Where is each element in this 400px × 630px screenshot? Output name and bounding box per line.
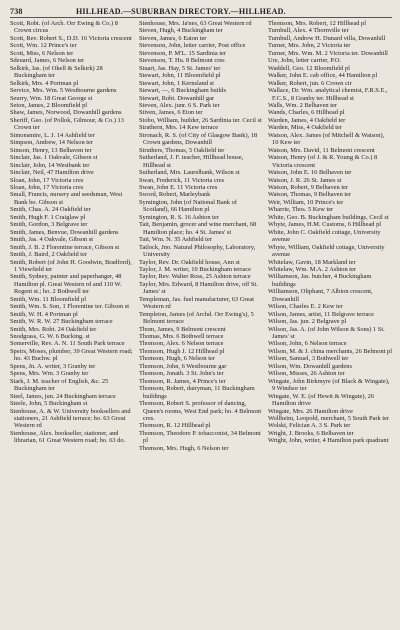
directory-entry: Scott, Wm. 12 Prince's ter bbox=[10, 42, 77, 50]
directory-entry: Thomson, R. James, 4 Prince's ter bbox=[139, 377, 226, 385]
header-rule bbox=[10, 17, 392, 18]
directory-entry: Stewart, —, 6 Buckingham builds bbox=[139, 87, 226, 95]
directory-entry: Tait, Benjamin, grocer and wine merchant, 68 Hamilton place; ho. 4 St. James' st bbox=[139, 221, 257, 236]
directory-entry: Sloan, John, 17 Victoria cres bbox=[10, 183, 84, 191]
directory-entry: Seton, James, 2 Bloomfield pl bbox=[10, 101, 88, 109]
directory-entry: Turnbull, Alex. 4 Thornville ter bbox=[268, 27, 349, 35]
directory-entry: Symington, John (of National Bank of Scotland), 66 Hamilton pl bbox=[139, 198, 237, 214]
directory-entry: Strathern, Mrs. 14 Kew terrace bbox=[139, 124, 219, 132]
directory-entry: Thomson, John, 6 Westbourne gar bbox=[139, 362, 227, 370]
directory-entry: Wright, J. Brooks, 6 Belhaven ter bbox=[268, 429, 354, 437]
directory-entry: Sword, Robert, Marleybank bbox=[139, 191, 211, 199]
directory-entry: Simson, Henry, 13 Belhaven ter bbox=[10, 146, 92, 154]
directory-entry: Ure, John, letter carrier, P.O. bbox=[268, 57, 342, 65]
directory-entry: Steven, Hugh, 4 Buckingham ter bbox=[139, 27, 223, 35]
page-number: 738 bbox=[10, 7, 23, 16]
directory-entry: Smith, J. Baird, 2 Oakfield ter bbox=[10, 251, 88, 259]
directory-entry: Taylor, Rev. Dr. Oakfield house, Ann st bbox=[139, 258, 240, 266]
directory-entry: Wilson, Misses, 26 Ashton ter bbox=[268, 370, 345, 378]
directory-entry: Tait, Wm. N. 35 Ashfield ter bbox=[139, 236, 212, 244]
directory-entry: Watson, Henry (of J. & R. Young & Co.) 8 Victoria crescent bbox=[268, 154, 378, 169]
directory-entry: Wingate, John Birkmyre (of Black & Wingate), 9 Windsor ter bbox=[268, 377, 390, 393]
directory-entry: Watson, J. R. 26 St. James st bbox=[268, 176, 342, 184]
directory-entry: Smith, James, Benvue, Dowanhill gardens bbox=[10, 228, 119, 236]
running-title-left: HILLHEAD. bbox=[76, 7, 123, 16]
running-title-area: HILLHEAD. bbox=[238, 7, 286, 16]
directory-entry: Somerville, Rev. A. N. 11 South Park terrace bbox=[10, 340, 125, 348]
directory-entry: Walker, Robert, jun. 6 Crown cir bbox=[268, 79, 352, 87]
directory-entry: White, John C. Oakfield cottage, University avenue bbox=[268, 228, 381, 244]
directory-entry: Thomson, R. 12 Hillhead pl bbox=[139, 422, 211, 430]
directory-entry: Thomson, Theodore P. tobacconist, 34 Belmont pl bbox=[139, 429, 261, 445]
running-title-center: —SUBURBAN DIRECTORY.— bbox=[122, 7, 239, 16]
directory-entry: Thomas, Mrs. 6 Bothwell terrace bbox=[139, 333, 224, 341]
directory-entry: Smith, Gordon, 3 Belgrave ter bbox=[10, 221, 88, 229]
directory-entry: Thomson, Robert, dairyman, 11 Buckingham buildings bbox=[139, 385, 255, 400]
directory-entry: Watson, Thomas, 9 Belhaven ter bbox=[268, 191, 352, 199]
directory-entry: Sinclair, Neil, 47 Hamilton drive bbox=[10, 169, 94, 177]
directory-entry: Swan, Frederick, 11 Victoria cres bbox=[139, 176, 225, 184]
directory-entry: Smith, Robert (of John H. Goodwin, Bradford), 1 Viewfield ter bbox=[10, 258, 132, 273]
directory-entry: Wilson, Charles E. 2 Kew ter bbox=[268, 303, 343, 311]
directory-entry: Spens, Mrs. Wm. 3 Granby ter bbox=[10, 370, 89, 378]
directory-entry: Wands, Charles, 6 Hillhead pl bbox=[268, 109, 345, 117]
directory-entry: Turner, Mrs. Wm. M. 2 Victoria ter. Dowanhill bbox=[268, 49, 388, 57]
directory-entry: Stevenson, T. Hu. 8 Belmont cres bbox=[139, 57, 225, 65]
directory-column-2 bbox=[139, 20, 263, 452]
directory-entry: Stobo, William, builder, 26 Sardinia ter. Cecil st bbox=[139, 116, 262, 124]
directory-entry: Wilson, M. & J. china merchants, 26 Belmont pl bbox=[268, 347, 392, 355]
directory-entry: Symington, R. S. 16 Ashton ter bbox=[139, 213, 219, 221]
directory-entry: Stuart, Jas. Hay, 5 St. James' ter bbox=[139, 64, 221, 72]
directory-entry: Steel, James, jun. 24 Buckingham terrace bbox=[10, 392, 116, 400]
directory-entry: Steven, Alex. junr. 6 S. Park ter bbox=[139, 101, 220, 109]
directory-entry: Smith, J. B. 2 Florentine terrace, Gibson st bbox=[10, 243, 120, 251]
directory-entry: Williamson, Jas. butcher, 4 Buckingham buildings bbox=[268, 273, 372, 288]
directory-entry: Stark, J. M. teacher of English, &c. 25 Buckingham ter bbox=[10, 377, 109, 393]
directory-entry: Thomson, Mrs. Robert, 12 Hillhead pl bbox=[268, 20, 366, 27]
directory-entry: Simpson, Andrew, 14 Nelson ter bbox=[10, 139, 94, 147]
directory-entry: Whitelaw, Gavin, 18 Markland ter bbox=[268, 258, 356, 266]
directory-entry: Whyte, William, Oakfield cottage, University avenue bbox=[268, 243, 385, 259]
directory-entry: Tatlock, Jno. Natural Philosophy, Laboratory, University bbox=[139, 243, 256, 259]
directory-entry: Smith, Chas. A. 24 Oakfield ter bbox=[10, 206, 91, 214]
directory-entry: Sheriff, Geo. (of Pollok, Gilmour, & Co.) 13 Crown ter bbox=[10, 116, 124, 132]
directory-entry: Sutherland, Mrs. Laurelbank, Wilson st bbox=[139, 169, 240, 177]
directory-column-3 bbox=[268, 20, 392, 445]
directory-entry: Shaw, James, Norwood, Dowanhill gardens bbox=[10, 109, 122, 117]
directory-entry: Stewart, John, 11 Bloomfield pl bbox=[139, 72, 221, 80]
directory-entry: Stiven, James, 6 Eton ter bbox=[139, 109, 203, 117]
directory-entry: White, Geo. B. Buckingham buildings, Cecil st bbox=[268, 213, 389, 221]
directory-entry: Scott, Robt. (of Arch. Orr Ewing & Co.) 8 Crown circus bbox=[10, 20, 118, 35]
directory-entry: Thomson, Hugh, 6 Nelson ter bbox=[139, 355, 215, 363]
directory-entry: Templeton, James (of Archd. Orr Ewing's), 5 Belmont terrace bbox=[139, 310, 254, 326]
directory-entry: Warden, James, 4 Oakfield ter bbox=[268, 116, 346, 124]
directory-entry: Stevenson, John, letter carrier, Post office bbox=[139, 42, 246, 50]
directory-entry: Thomson, Mrs. Hugh, 6 Nelson ter bbox=[139, 444, 229, 452]
directory-entry: Wharrie, Thos. 5 Kew ter bbox=[268, 206, 334, 214]
running-title bbox=[76, 7, 286, 16]
directory-entry: Taylor, J. M. writer, 10 Buckingham terrace bbox=[139, 265, 251, 273]
directory-entry: Taylor, Rev. Walter Ross, 25 Ashton terrace bbox=[139, 273, 251, 281]
directory-entry: Thom, James, 9 Belmont crescent bbox=[139, 325, 226, 333]
directory-entry: Wilson, Jas. A. (of John Wilson & Sons) 1 St. James' st bbox=[268, 325, 385, 341]
directory-entry: Wingate, W. E. (of Hewit & Wingate), 26 Hamilton drive bbox=[268, 392, 375, 408]
directory-entry: Whitelaw, Wm. M.A. 2 Ashton ter bbox=[268, 265, 357, 273]
directory-entry: Whyte, James, H.M. Customs, 6 Hillhead pl bbox=[268, 221, 382, 229]
directory-entry: Smith, W. H. 4 Portman pl bbox=[10, 310, 78, 318]
directory-entry: Sdeuard, James, 6 Nelson ter bbox=[10, 57, 85, 65]
directory-entry: Wingate, Mrs. 26 Hamilton drive bbox=[268, 407, 353, 415]
directory-entry: Turnbull, Andrew H. Dunard villa, Dowanhill bbox=[268, 34, 386, 42]
directory-entry: Weir, William, 10 Prince's ter bbox=[268, 198, 344, 206]
directory-entry: Steven, James, 6 Eaton ter bbox=[139, 34, 207, 42]
page-header bbox=[10, 4, 392, 18]
directory-entry: Stenhouse, Mrs. Ja'nes, 63 Great Western rd bbox=[139, 20, 252, 27]
directory-entry: Struthers, Thomas, 5 Oakfield ter bbox=[139, 146, 225, 154]
directory-column-1 bbox=[10, 20, 134, 445]
directory-entry: Wilson, James, artist, 11 Belgrave terrace bbox=[268, 310, 374, 318]
directory-entry: Smith, Mrs. Robt. 24 Oakfield ter bbox=[10, 325, 97, 333]
directory-entry: Thomson, Robert S. professor of dancing, Queen's rooms, West End park; ho. 4 Belmont cres. bbox=[139, 400, 262, 423]
directory-entry: Smith, Sydney, painter and paperhanger, 48 Hamilton pl. Great Western rd and 110 W. Regent st.; ho. 2 Bothwell ter bbox=[10, 273, 122, 296]
directory-entry: Turner, Mrs. John, 2 Victoria ter bbox=[268, 42, 351, 50]
directory-entry: Thomson, Hugh J. 12 Hillhead pl bbox=[139, 347, 225, 355]
directory-entry: Sinclair, Jas. 1 Oakvale, Gibson st bbox=[10, 154, 98, 162]
directory-entry: Waddell, Geo. 12 Bloomfield pl bbox=[268, 64, 350, 72]
directory-entry: Watson, John E. 16 Belhaven ter bbox=[268, 169, 352, 177]
directory-entry: Scott, Miss, 6 Nelson ter bbox=[10, 49, 74, 57]
directory-entry: Wallace, Dr. Wm. analytical chemist, F.R.S.E., F.C.S., 8 Granby ter. Hillhead st bbox=[268, 87, 388, 102]
directory-entry: Smith, Wm. 11 Bloomfield pl bbox=[10, 295, 86, 303]
directory-entry: Wollheim, Leopold, merchant, 5 South Park ter bbox=[268, 415, 390, 423]
directory-entry: Selkirk, Mrs. 4 Portman pl bbox=[10, 79, 79, 87]
directory-entry: Thomson, Jonath. 3 St. John's ter bbox=[139, 370, 224, 378]
directory-entry: Watson, Alex. James (of Mitchell & Watson), 10 Kew ter bbox=[268, 131, 385, 147]
directory-entry: Thomson, Alex. 6 Nelson terrace bbox=[139, 340, 224, 348]
directory-entry: Wolski, Felician A. 3 S. Park ter bbox=[268, 422, 351, 430]
directory-entry: Wilson, Jas. jun. 2 Belgrave pl bbox=[268, 318, 347, 326]
directory-entry: Swan, John E. 11 Victoria cres bbox=[139, 183, 218, 191]
directory-entry: Scott, Rev. Robert S., D.D. 16 Victoria crescent bbox=[10, 34, 132, 42]
directory-entry: Wilson, Wm. Dowanhill gardens bbox=[268, 362, 352, 370]
directory-entry: Selkirk, Jas. (of Okell & Selkirk) 28 Buckingham ter bbox=[10, 64, 103, 80]
directory-entry: Service, Mrs. Wm. 5 Westbourne gardens bbox=[10, 87, 117, 95]
directory-entry: Stewart, Robt. Dowanhill gar bbox=[139, 94, 215, 102]
directory-entry: Wilson, Samuel, 3 Bothwell ter bbox=[268, 355, 349, 363]
directory-entry: Stenhouse, A. & W. University booksellers and stationers, 21 Ashfield terrace; ho. 63 Great Western rd bbox=[10, 407, 131, 430]
directory-entry: Wilson, John, 6 Nelson terrace bbox=[268, 340, 347, 348]
directory-entry: Spens, Jn. A. writer, 3 Granby ter bbox=[10, 362, 96, 370]
directory-entry: Stewart, John, 1 Kernsland st bbox=[139, 79, 214, 87]
directory-entry: Smith, W. R. W. 27 Buckingham terrace bbox=[10, 318, 113, 326]
directory-entry: Smith, Hugh F. 1 Craiglaw pl bbox=[10, 213, 86, 221]
directory-entry: Sutherland, J. F. teacher, Hillhead house, Hillhead st bbox=[139, 154, 244, 169]
directory-entry: Stenhouse, Alex. bookseller, stationer, and librarian, 61 Great Western road; ho. 63 do. bbox=[10, 429, 126, 445]
directory-entry: Watson, Mrs. David, 11 Belmont crescent bbox=[268, 146, 375, 154]
directory-entry: Walls, Wm. 2 Belhaven ter bbox=[268, 101, 337, 109]
directory-entry: Seurry, Wm. 18 Great George st bbox=[10, 94, 93, 102]
directory-entry: Watson, Robert, 9 Belhaven ter bbox=[268, 183, 349, 191]
directory-entry: Wright, John, writer, 4 Hamilton park quadrant bbox=[268, 437, 389, 445]
directory-entry: Warden, Miss, 4 Oakfield ter bbox=[268, 124, 343, 132]
directory-entry: Williamson, Oliphant, 7 Albion crescent, Dowanhill bbox=[268, 288, 373, 303]
directory-entry: Steele, John, 5 Buckingham st bbox=[10, 400, 88, 408]
directory-entry: Speirs, Moses, plumber, 39 Great Western road; ho. 43 Buchw. pl bbox=[10, 347, 133, 363]
directory-entry: Taylor, Mrs. Edward, 8 Hamilton drive, off St. James' st bbox=[139, 280, 258, 296]
directory-entry: Walker, John E. cab office, 44 Hamilton pl bbox=[268, 72, 378, 80]
directory-entry: Stevenson, P. M'L. 15 Sardinia ter bbox=[139, 49, 227, 57]
directory-entry: Snodgrass, G. W. 6 Bucking. st bbox=[10, 333, 90, 341]
directory-entry: Templeman, Jas. fuel manufacturer, 63 Great Western rd bbox=[139, 295, 254, 311]
directory-entry: Stronach, R. S. (of City of Glasgow Bank), 18 Crown gardens, Dowanhill bbox=[139, 131, 258, 147]
directory-entry: Sinclair, John, 14 Westbank ter bbox=[10, 161, 90, 169]
directory-entry: Smith, Jas. 4 Oakvale, Gibson st bbox=[10, 236, 94, 244]
directory-entry: Simonsmire, L. J. 14 Ashfield ter bbox=[10, 131, 95, 139]
directory-entry: Small, Francis, nursery and seedsman, West Bank bo. Gibson st bbox=[10, 191, 123, 206]
directory-entry: Smith, Wm. S. Son, 1 Florentine ter. Gibson st bbox=[10, 303, 130, 311]
directory-entry: Sloan, John, 17 Victoria cres bbox=[10, 176, 84, 184]
